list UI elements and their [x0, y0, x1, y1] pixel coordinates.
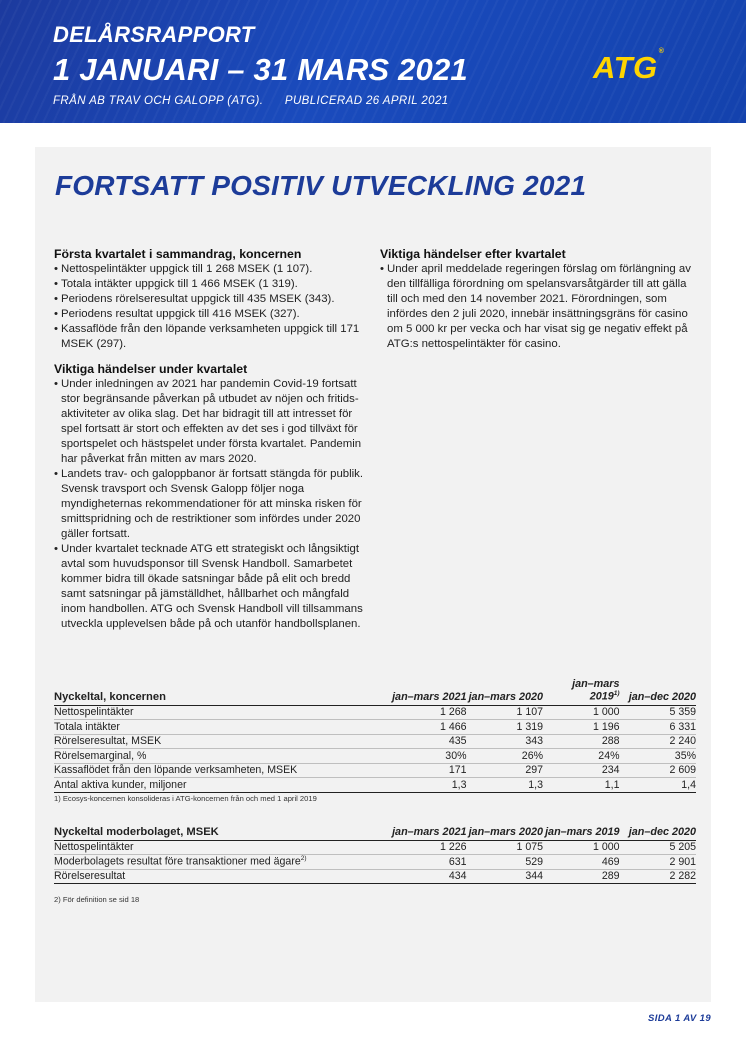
cell-value: 6 331 — [620, 720, 697, 735]
footnote-ref: 2) — [300, 855, 307, 862]
row-label: Nettospelintäkter — [54, 840, 390, 855]
cell-value: 344 — [467, 869, 544, 884]
cell-value: 30% — [390, 749, 467, 764]
table-header-row — [54, 678, 696, 705]
table-title: Nyckeltal, koncernen — [54, 678, 390, 705]
table-row — [54, 749, 696, 764]
list-item: • Landets trav- och galoppbanor är fortsatt stängda för publik. Svensk travsport och Svensk Galopp följer noga myndigheternas rekommendationer för att minska risken för smittspridning och de restriktioner som infördes under 2020 gäller fortsatt. — [54, 467, 370, 542]
column-header: jan–dec 2020 — [620, 822, 697, 840]
cell-value: 234 — [543, 763, 620, 778]
events-quarter-heading: Viktiga händelser under kvartalet — [54, 362, 248, 376]
cell-value: 5 205 — [620, 840, 697, 855]
atg-logo-text: ATG — [593, 50, 658, 85]
cell-value: 631 — [390, 855, 467, 870]
table-header-row — [54, 822, 696, 840]
cell-value: 1 000 — [543, 705, 620, 720]
cell-value: 1,1 — [543, 778, 620, 793]
cell-value: 434 — [390, 869, 467, 884]
cell-value: 26% — [467, 749, 544, 764]
cell-value: 2 282 — [620, 869, 697, 884]
cell-value: 1 000 — [543, 840, 620, 855]
table-row — [54, 720, 696, 735]
row-label: Totala intäkter — [54, 720, 390, 735]
cell-value: 1 268 — [390, 705, 467, 720]
row-label: Rörelsemarginal, % — [54, 749, 390, 764]
events-quarter-list — [54, 377, 370, 632]
registered-mark: ® — [658, 47, 665, 55]
report-publish-date: PUBLICERAD 26 APRIL 2021 — [284, 95, 449, 107]
column-header: jan–dec 2020 — [620, 678, 697, 705]
left-column — [54, 246, 370, 632]
cell-value: 1 107 — [467, 705, 544, 720]
list-item: • Totala intäkter uppgick till 1 466 MSEK (1 319). — [54, 277, 370, 292]
atg-logo — [593, 47, 665, 86]
column-header: jan–mars 2020 — [467, 678, 544, 705]
events-after-heading: Viktiga händelser efter kvartalet — [380, 247, 566, 261]
list-item: • Periodens rörelseresultat uppgick till 435 MSEK (343). — [54, 292, 370, 307]
cell-value: 5 359 — [620, 705, 697, 720]
report-period-title: 1 JANUARI – 31 MARS 2021 — [53, 52, 468, 87]
report-subtitle — [53, 95, 467, 107]
cell-value: 24% — [543, 749, 620, 764]
right-column — [380, 246, 698, 352]
list-item: • Under inledningen av 2021 har pandemin Covid-19 fortsatt stor begränsande påverkan på utbudet av nöjen och fritids-aktiviteter av olika slag. Det har bidragit till att intresset för spel fortsatt är stort och effekten av det ses i god tillväxt för sportspelet och hästspelet under första kvartalet. Pandemin har påverkat från mitten av mars 2020. — [54, 377, 370, 467]
report-header — [0, 0, 746, 123]
cell-value: 1,3 — [390, 778, 467, 793]
cell-value: 343 — [467, 734, 544, 749]
report-source: FRÅN AB TRAV OCH GALOPP (ATG). — [53, 95, 264, 107]
cell-value: 297 — [467, 763, 544, 778]
key-figures-parent-table — [54, 822, 696, 884]
events-after-list — [380, 262, 698, 352]
cell-value: 35% — [620, 749, 697, 764]
cell-value: 171 — [390, 763, 467, 778]
cell-value: 1,3 — [467, 778, 544, 793]
column-header: jan–mars 2019 — [543, 822, 620, 840]
table-row — [54, 734, 696, 749]
row-label: Moderbolagets resultat före transaktioner med ägare — [54, 855, 301, 868]
column-header: jan–mars 2021 — [390, 822, 467, 840]
table-title: Nyckeltal moderbolaget, MSEK — [54, 822, 390, 840]
cell-value: 2 609 — [620, 763, 697, 778]
cell-value: 529 — [467, 855, 544, 870]
table-row — [54, 763, 696, 778]
column-header: jan–mars 2020 — [467, 822, 544, 840]
cell-value: 1 319 — [467, 720, 544, 735]
table-row — [54, 778, 696, 793]
page-title: FORTSATT POSITIV UTVECKLING 2021 — [55, 170, 587, 201]
key-figures-group-table — [54, 678, 696, 793]
row-label: Rörelseresultat, MSEK — [54, 734, 390, 749]
table-row — [54, 869, 696, 884]
column-header-text: jan–mars 2019 — [572, 678, 620, 703]
cell-value: 288 — [543, 734, 620, 749]
summary-list — [54, 262, 370, 352]
table-row — [54, 840, 696, 855]
table-row — [54, 855, 696, 870]
list-item: • Under april meddelade regeringen förslag om förlängning av den tillfälliga förordning om spelansvarsåtgärder till att gälla till och med den 14 november 2021. Förordningen, som infördes den 2 juli 2020, innebär insättningsgräns för casino om 5 000 kr per vecka och har visat sig ge negativ effekt på ATG:s nettospelintäkter för casino. — [380, 262, 698, 352]
cell-value: 2 240 — [620, 734, 697, 749]
table-footnote: 1) Ecosys-koncernen konsolideras i ATG-koncernen från och med 1 april 2019 — [54, 794, 317, 803]
row-label: Antal aktiva kunder, miljoner — [54, 778, 390, 793]
cell-value: 1 226 — [390, 840, 467, 855]
footnote-ref: 1) — [613, 690, 620, 697]
list-item: • Periodens resultat uppgick till 416 MSEK (327). — [54, 307, 370, 322]
cell-value: 1,4 — [620, 778, 697, 793]
cell-value: 289 — [543, 869, 620, 884]
table-row — [54, 705, 696, 720]
cell-value: 1 196 — [543, 720, 620, 735]
row-label: Kassaflödet från den löpande verksamheten, MSEK — [54, 763, 390, 778]
row-label-cell — [54, 855, 390, 870]
page-number: SIDA 1 AV 19 — [648, 1013, 712, 1024]
summary-heading: Första kvartalet i sammandrag, koncernen — [54, 247, 302, 261]
row-label: Rörelseresultat — [54, 869, 390, 884]
cell-value: 1 466 — [390, 720, 467, 735]
cell-value: 2 901 — [620, 855, 697, 870]
cell-value: 1 075 — [467, 840, 544, 855]
cell-value: 469 — [543, 855, 620, 870]
cell-value: 435 — [390, 734, 467, 749]
row-label: Nettospelintäkter — [54, 705, 390, 720]
column-header: jan–mars 2021 — [390, 678, 467, 705]
list-item: • Under kvartalet tecknade ATG ett strategiskt och långsiktigt avtal som huvudsponsor till Svensk Handboll. Samarbetet kommer bidra till ökade satsningar både på elit och bredd samt satsningar på jämställdhet, hållbarhet och mångfald inom handbollen. ATG och Svensk Handboll vill tillsammans utveckla upplevelsen både på och utanför handbollsplanen. — [54, 542, 370, 632]
column-header — [543, 678, 620, 705]
list-item: • Nettospelintäkter uppgick till 1 268 MSEK (1 107). — [54, 262, 370, 277]
list-item: • Kassaflöde från den löpande verksamheten uppgick till 171 MSEK (297). — [54, 322, 370, 352]
table-footnote: 2) För definition se sid 18 — [54, 895, 140, 904]
report-type: DELÅRSRAPPORT — [53, 22, 255, 47]
